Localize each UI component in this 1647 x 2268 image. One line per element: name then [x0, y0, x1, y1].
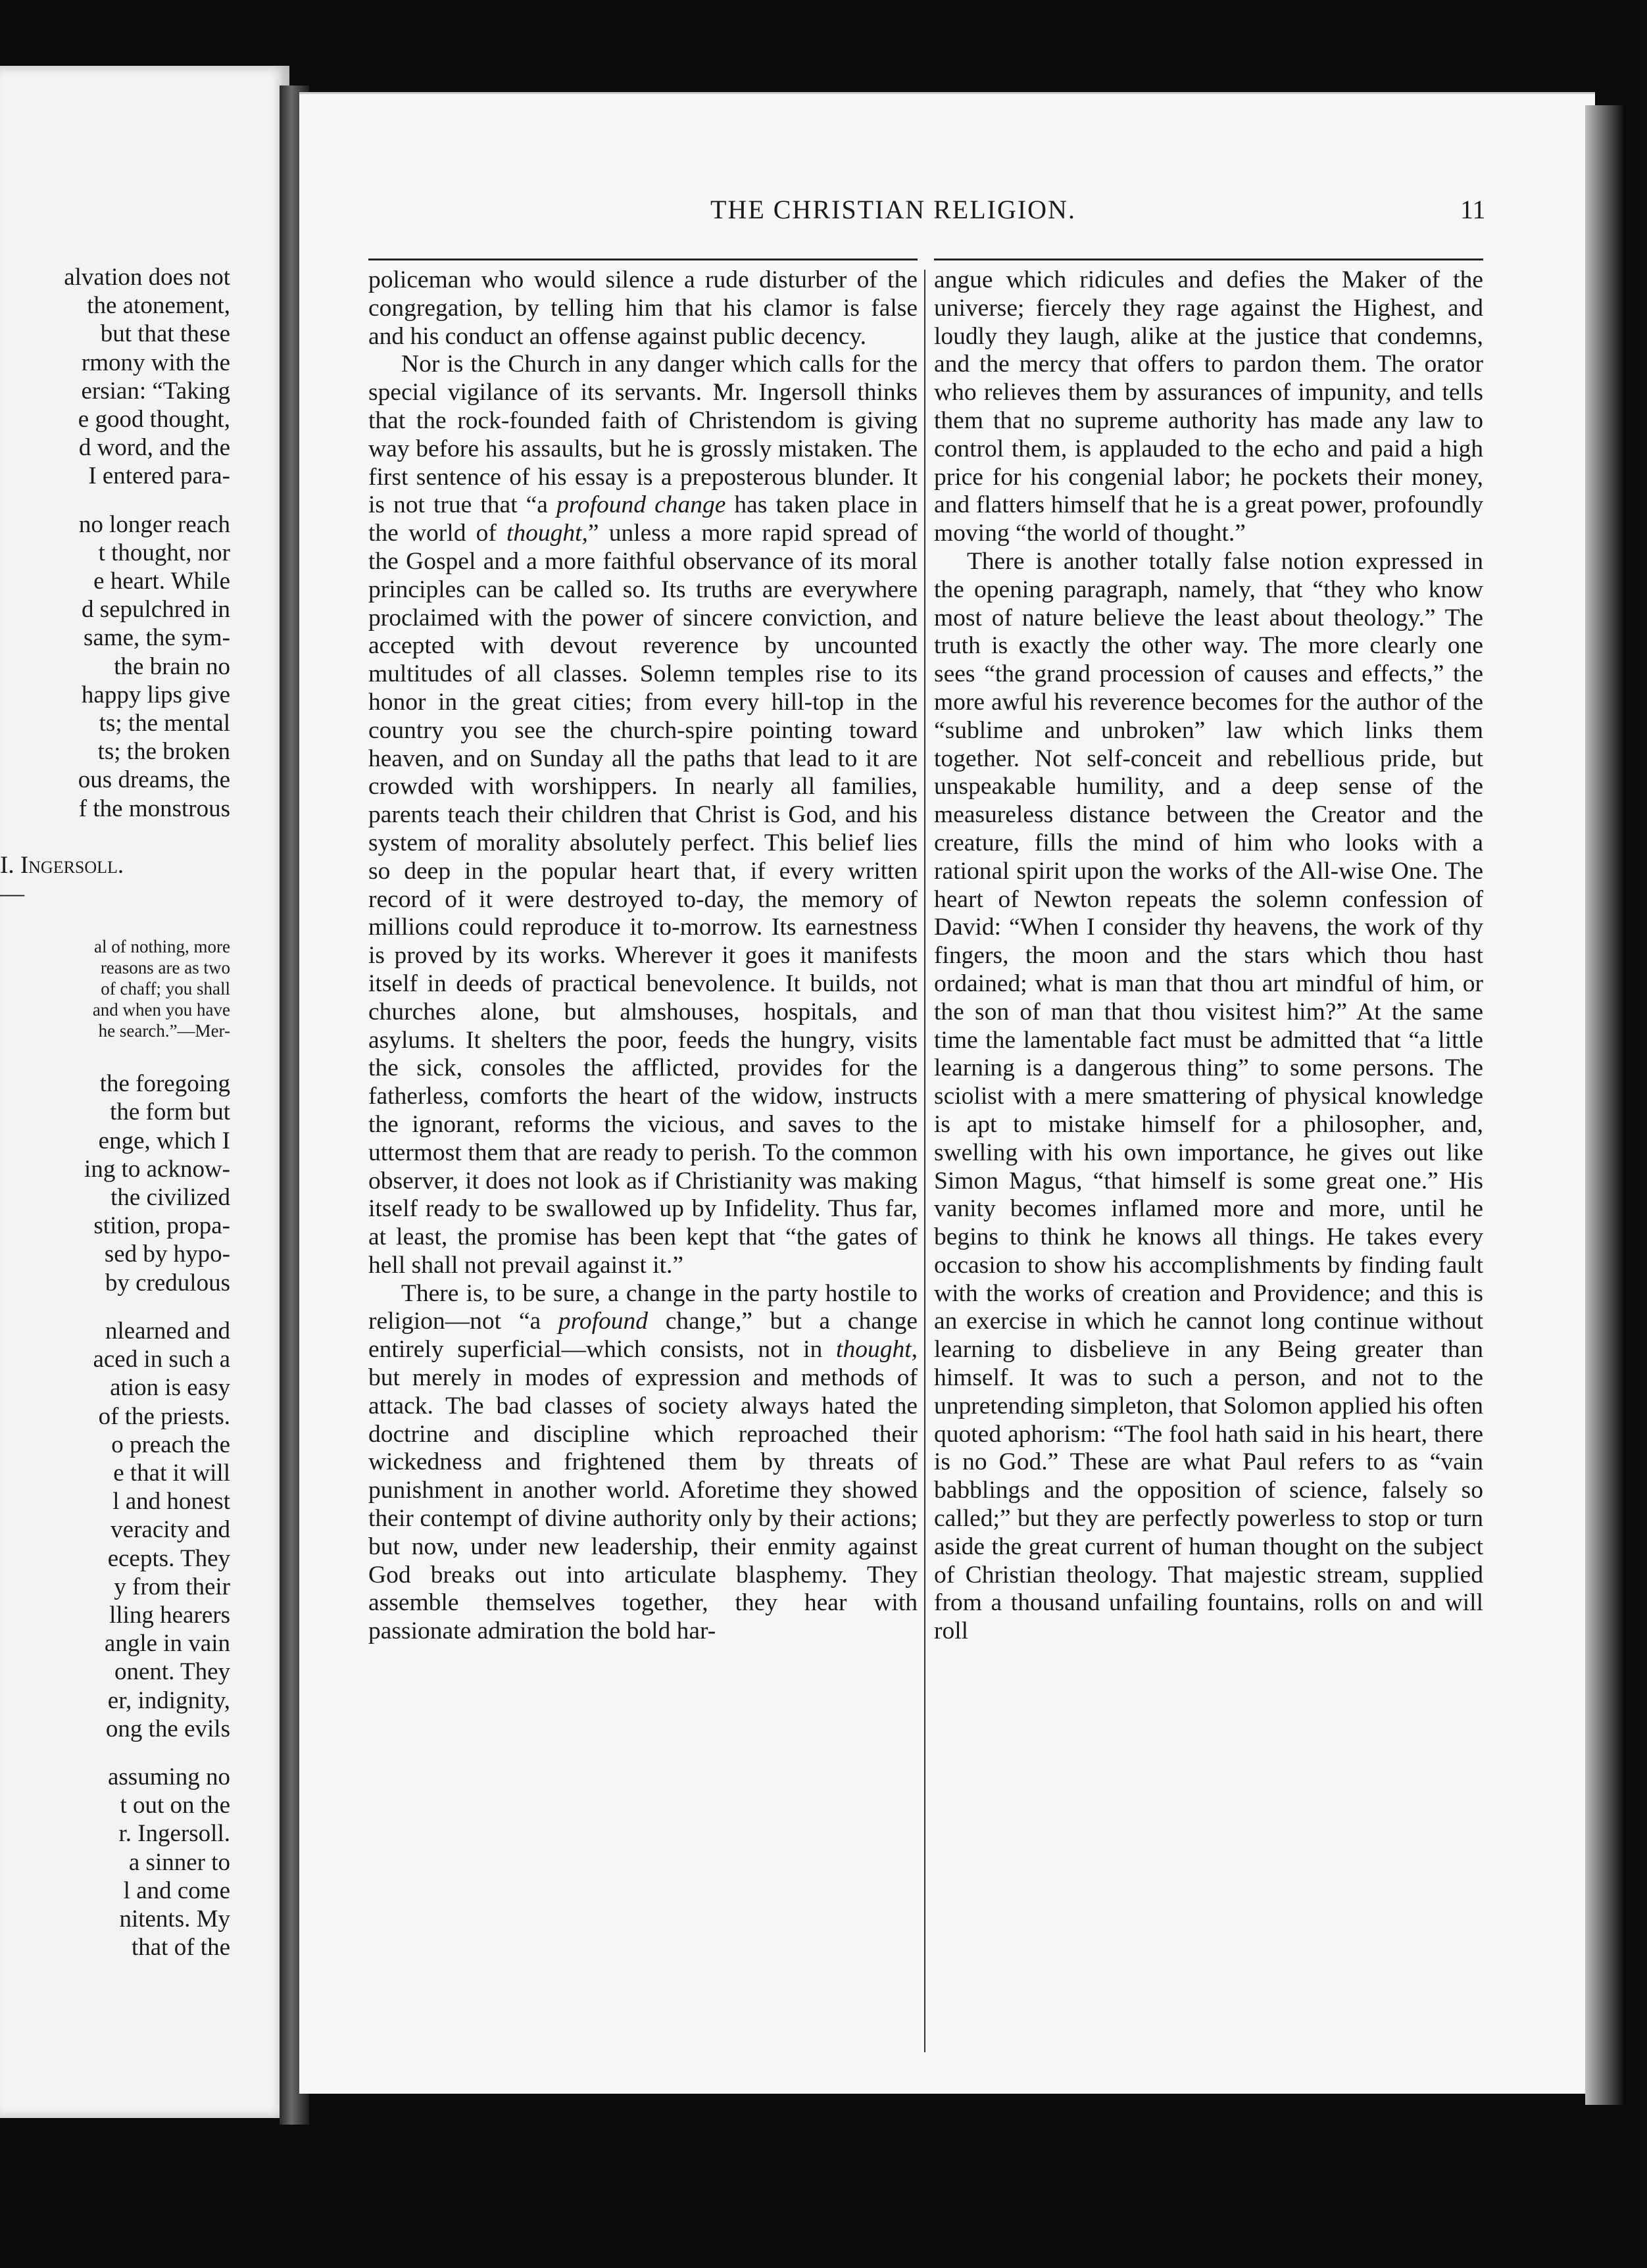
text-line: ersian: “Taking: [81, 377, 230, 405]
text-line: y from their: [114, 1573, 230, 1600]
text-line: a sinner to: [128, 1848, 230, 1876]
text-line: by credulous: [105, 1269, 230, 1296]
header-rule: [368, 259, 918, 260]
column-divider: [924, 270, 925, 2052]
page-edge-shadow: [1585, 105, 1625, 2105]
text-line: the foregoing: [99, 1070, 230, 1098]
text-line: ing to acknow-: [84, 1155, 230, 1183]
text-line: alvation does not: [64, 264, 230, 291]
quote-line: reasons are as two: [100, 958, 230, 978]
text-line: lling hearers: [109, 1601, 230, 1629]
quote-line: and when you have: [92, 1000, 230, 1020]
text-line: enge, which I: [98, 1127, 230, 1154]
text-line: e good thought,: [78, 406, 230, 433]
author-signature: I. Ingersoll.: [0, 851, 124, 879]
paragraph: Nor is the Church in any danger which calls for the special vigilance of its servants. Mr. Ingersoll thinks that the rock-founded faith of Christendom is giving way before his assaults, but he is grossly mistaken. The first sentence of his essay is a preposterous blunder. It is not true that “a profound change has taken place in the world of thought,” unless a more rapid spread of the Gospel and a more faithful observance of its moral principles can be called so. Its truths are everywhere proclaimed with the power of sincere conviction, and accepted with devout reverence by uncounted multitudes of all classes. Solemn temples rise to its honor in the great cities; from every hill-top in the country you see the church-spire pointing toward heaven, and on Sunday all the paths that lead to it are crowded with worshippers. In nearly all families, parents teach their children that Christ is God, and his system of morality absolutely perfect. This belief lies so deep in the popular heart that, if every written record of it were destroyed to-day, the memory of millions could reproduce it to-morrow. Its earnestness is proved by its works. Wherever it goes it manifests itself in deeds of practical benevolence. It builds, not churches alone, but almshouses, hospitals, and asylums. It shelters the poor, feeds the hungry, visits the sick, consoles the afflicted, provides for the fatherless, comforts the heart of the widow, instructs the ignorant, reforms the vicious, and saves to the uttermost them that are ready to perish. To the common observer, it does not look as if Christianity was making itself ready to be swallowed up by Infidelity. Thus far, at least, the promise has been kept that “the gates of hell shall not prevail against it.”: [368, 351, 918, 1279]
text-line: ation is easy: [110, 1374, 230, 1402]
text-line: ts; the mental: [99, 710, 230, 737]
text-line: t out on the: [120, 1792, 230, 1819]
text-line: that of the: [131, 1934, 230, 1961]
paragraph: policeman who would silence a rude disturber of the congregation, by telling him that his clamor is false and his conduct an offense against public decency.: [368, 266, 918, 350]
text-line: o preach the: [111, 1431, 230, 1458]
text-line: happy lips give: [81, 681, 230, 708]
text-line: the atonement,: [87, 292, 230, 320]
text-line: but that these: [100, 320, 230, 348]
text-line: d word, and the: [78, 434, 230, 462]
paragraph: angue which ridicules and defies the Maker of the universe; fiercely they rage against the Highest, and loudly they laugh, alike at the justice that condemns, and the mercy that offers to pardon them. The orator who relieves them by assurances of impunity, and tells them that no supreme authority has made any law to control them, is applauded to the echo and paid a high price for his congenial labor; he pockets their money, and flatters himself that he is a great power, profoundly moving “the world of thought.”: [934, 266, 1483, 547]
text-line: no longer reach: [78, 510, 230, 538]
text-line: f the monstrous: [78, 795, 230, 822]
text-line: e heart. While: [93, 568, 230, 595]
text-line: d sepulchred in: [81, 596, 230, 624]
text-line: assuming no: [107, 1763, 230, 1790]
text-line: I entered para-: [88, 462, 230, 490]
previous-page: [0, 66, 289, 2118]
text-line: stition, propa-: [93, 1212, 230, 1240]
text-line: l and come: [123, 1877, 230, 1904]
text-line: onent. They: [114, 1658, 230, 1686]
text-column-right: [934, 266, 1483, 1646]
text-line: aced in such a: [93, 1346, 230, 1373]
text-line: the brain no: [114, 653, 230, 680]
text-line: the civilized: [111, 1184, 230, 1212]
quote-line: of chaff; you shall: [101, 979, 230, 999]
text-line: of the priests.: [98, 1402, 230, 1430]
text-line: nitents. My: [119, 1905, 230, 1933]
previous-page-text: [0, 263, 230, 1961]
text-line: e that it will: [113, 1459, 230, 1487]
running-head: THE CHRISTIAN RELIGION.: [710, 195, 1076, 224]
paragraph: There is another totally false notion expressed in the opening paragraph, namely, that “they who know most of nature believe the least about theology.” The truth is exactly the other way. The more clearly one sees “the grand procession of causes and effects,” the more awful his reverence becomes for the author of the “sublime and unbroken” law which links them together. Not self-conceit and rebellious pride, but unspeakable humility, and a deep sense of the measureless distance between the Creator and the creature, fills the mind of him who looks with a rational spirit upon the works of the All-wise One. The heart of Newton repeats the solemn confession of David: “When I consider thy heavens, the work of thy fingers, the moon and the stars which thou hast ordained; what is man that thou art mindful of him, or the son of man that thou visitest him?” At the same time the lamentable fact must be admitted that “a little learning is a dangerous thing” to some persons. The sciolist with a mere smattering of physical knowledge is apt to mistake himself for a philosopher, and, swelling with his own importance, he gives out like Simon Magus, “that himself is some great one.” His vanity becomes inflamed more and more, until he begins to think he knows all things. He takes every occasion to show his accomplishments by finding fault with the works of creation and Providence; and this is an exercise in which he cannot long continue without learning to disbelieve in any Being greater than himself. It was to such a person, and not to the unpretending simpleton, that Solomon applied his often quoted aphorism: “The fool hath said in his heart, there is no God.” These are what Paul refers to as “vain babblings and the opposition of science, falsely so called;” but they are perfectly powerless to stop or turn aside the great current of human thought on the subject of Christian theology. That majestic stream, supplied from a thousand unfailing fountains, rolls on and will roll: [934, 547, 1483, 1645]
text-line: same, the sym-: [84, 624, 230, 652]
text-line: ecepts. They: [107, 1544, 230, 1572]
dash: —: [0, 880, 24, 908]
text-line: nlearned and: [105, 1317, 230, 1344]
text-line: rmony with the: [81, 349, 230, 376]
text-line: angle in vain: [104, 1630, 230, 1658]
text-line: ous dreams, the: [78, 766, 230, 794]
text-line: ts; the broken: [97, 738, 230, 766]
text-line: veracity and: [111, 1516, 230, 1544]
quote-line: al of nothing, more: [94, 937, 230, 957]
paragraph: There is, to be sure, a change in the party hostile to religion—not “a profound change,” but a change entirely superficial—which consists, not in thought, but merely in modes of expression and methods of attack. The bad classes of society always hated the doctrine and discipline which reproached their wickedness and frightened them by threats of punishment in another world. Aforetime they showed their contempt of divine authority only by their actions; but now, under new leadership, their enmity against God breaks out into articulate blasphemy. They assemble themselves together, they hear with passionate admiration the bold har-: [368, 1279, 918, 1645]
page-number: 11: [1460, 195, 1486, 224]
text-line: er, indignity,: [107, 1687, 230, 1714]
quote-line: he search.”—Mer-: [98, 1021, 230, 1041]
text-line: sed by hypo-: [104, 1241, 230, 1268]
text-line: the form but: [110, 1098, 230, 1126]
text-line: l and honest: [112, 1488, 230, 1516]
text-column-left: [368, 266, 918, 1646]
text-line: t thought, nor: [98, 539, 230, 566]
text-line: r. Ingersoll.: [118, 1820, 230, 1848]
header-rule: [934, 259, 1483, 260]
text-line: ong the evils: [105, 1715, 230, 1742]
